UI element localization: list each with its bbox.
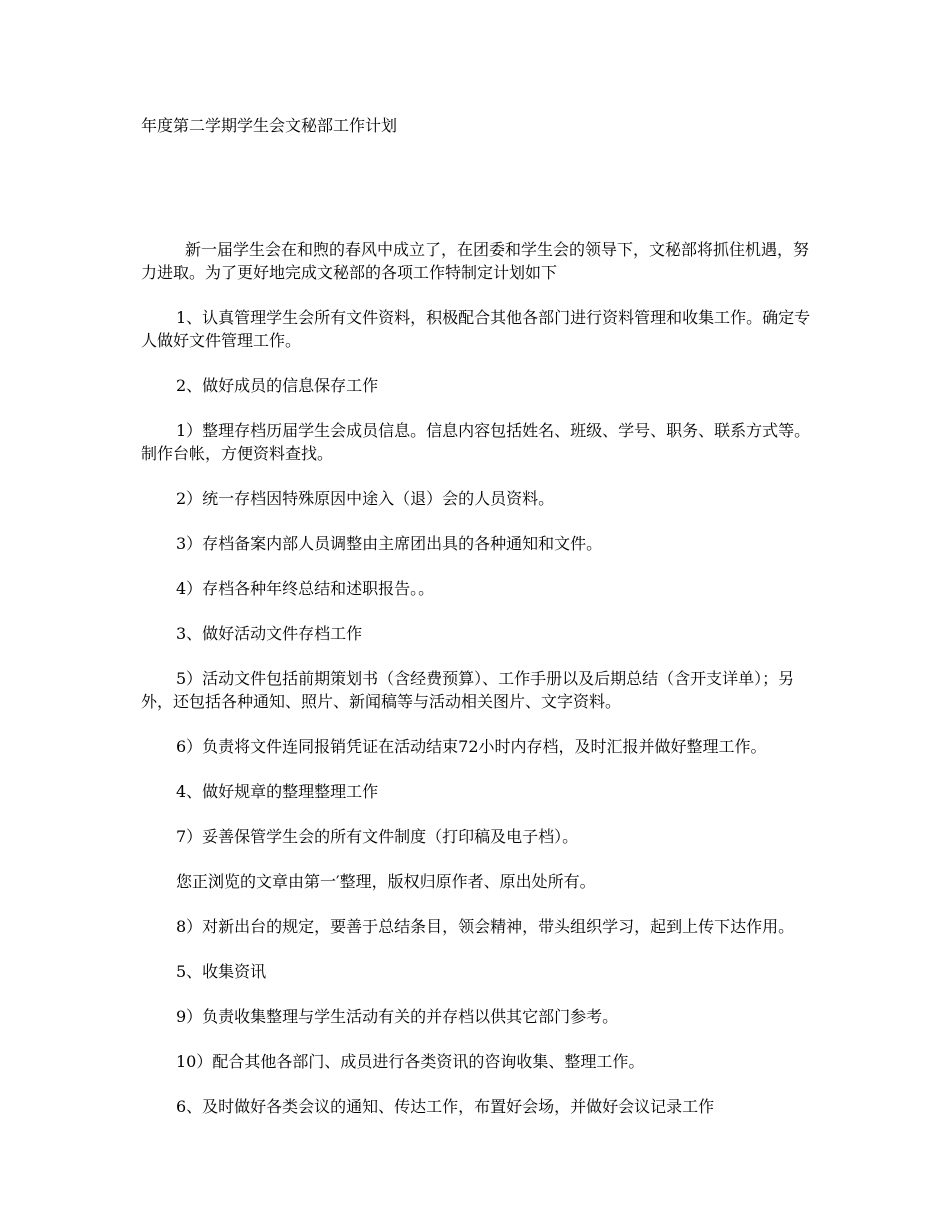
paragraph: 7）妥善保管学生会的所有文件制度（打印稿及电子档）。 bbox=[176, 827, 579, 846]
paragraph: 6）负责将文件连同报销凭证在活动结束72小时内存档，及时汇报并做好整理工作。 bbox=[176, 737, 767, 756]
document-title: 年度第二学期学生会文秘部工作计划 bbox=[141, 116, 398, 135]
paragraph: 5）活动文件包括前期策划书（含经费预算）、工作手册以及后期总结（含开支详单）；另外，还包括各种通知、照片、新闻稿等与活动相关图片、文字资料。 bbox=[141, 669, 795, 711]
section-heading: 6、及时做好各类会议的通知、传达工作，布置好会场，并做好会议记录工作 bbox=[176, 1097, 715, 1116]
document-body bbox=[141, 238, 811, 1140]
paragraph-intro: 新一届学生会在和煦的春风中成立了，在团委和学生会的领导下，文秘部将抓住机遇，努力进取。为了更好地完成文秘部的各项工作特制定计划如下 bbox=[141, 240, 810, 282]
paragraph: 10）配合其他各部门、成员进行各类资讯的咨询收集、整理工作。 bbox=[176, 1052, 645, 1071]
section-heading: 2、做好成员的信息保存工作 bbox=[176, 376, 379, 395]
paragraph: 1）整理存档历届学生会成员信息。信息内容包括姓名、班级、学号、职务、联系方式等。制作台帐，方便资料查找。 bbox=[141, 421, 811, 463]
paragraph-notice: 您正浏览的文章由第一′整理，版权归原作者、原出处所有。 bbox=[176, 872, 596, 891]
paragraph: 2）统一存档因特殊原因中途入（退）会的人员资料。 bbox=[176, 489, 555, 508]
paragraph: 1、认真管理学生会所有文件资料，积极配合其他各部门进行资料管理和收集工作。确定专人做好文件管理工作。 bbox=[141, 308, 811, 350]
section-heading: 5、收集资讯 bbox=[176, 962, 267, 981]
section-heading: 4、做好规章的整理整理工作 bbox=[176, 782, 379, 801]
paragraph: 9）负责收集整理与学生活动有关的并存档以供其它部门参考。 bbox=[176, 1007, 619, 1026]
paragraph: 3）存档备案内部人员调整由主席团出具的各种通知和文件。 bbox=[176, 534, 603, 553]
paragraph: 4）存档各种年终总结和述职报告。。 bbox=[176, 579, 435, 598]
section-heading: 3、做好活动文件存档工作 bbox=[176, 624, 363, 643]
paragraph: 8）对新出台的规定，要善于总结条目，领会精神，带头组织学习，起到上传下达作用。 bbox=[176, 917, 795, 936]
